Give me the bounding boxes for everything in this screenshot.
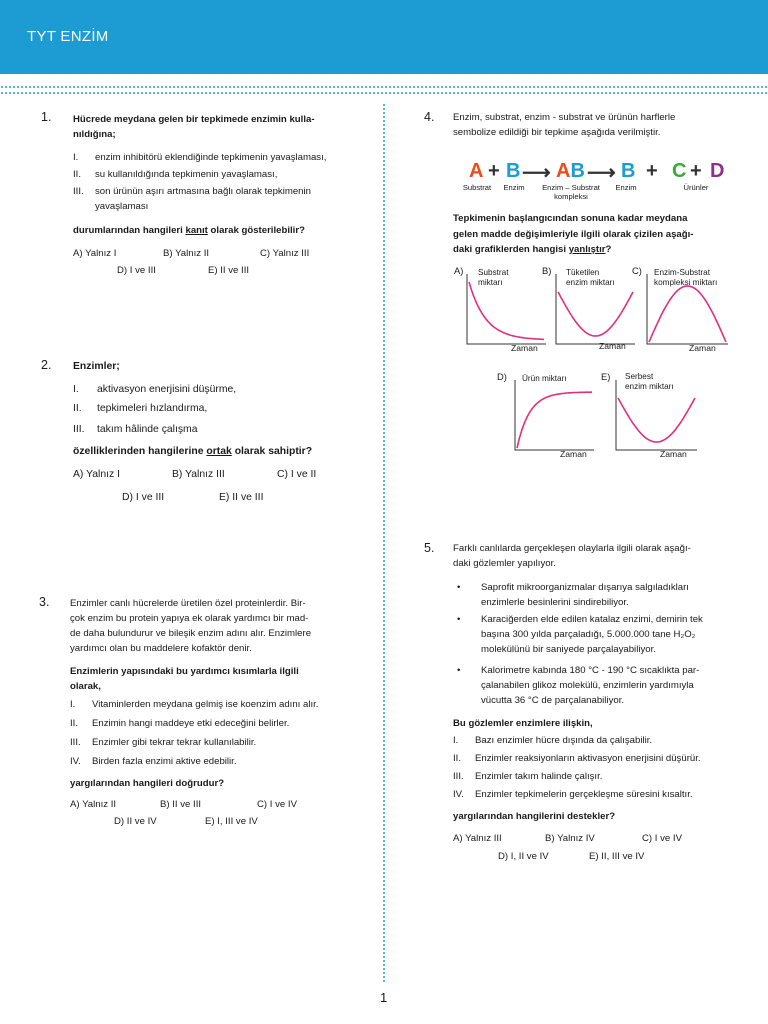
q3-option-a[interactable]: A) Yalnız II	[70, 799, 117, 810]
graph-e[interactable]	[601, 370, 701, 464]
q5-bullet-1: • Saprofit mikroorganizmalar dışarıya salgıladıkları enzimlerle besinlerini sindirebiliyor.	[457, 582, 689, 608]
q5-option-c[interactable]: C) I ve IV	[642, 833, 682, 844]
header-divider-dots-2	[0, 92, 768, 94]
q1-item-1: I. enzim inhibitörü eklendiğinde tepkimenin yavaşlaması,	[73, 152, 327, 163]
q1-option-d[interactable]: D) I ve III	[117, 265, 156, 276]
eq-label-complex: Enzim – Substrat kompleksi	[542, 183, 600, 201]
q2-option-c[interactable]: C) I ve II	[277, 469, 317, 480]
graph-c-plot	[646, 272, 730, 346]
q5-item-1: I. Bazı enzimler hücre dışında da çalışabilir.	[453, 735, 653, 746]
q1-option-a[interactable]: A) Yalnız I	[73, 248, 117, 259]
graph-e-letter: E)	[601, 371, 611, 382]
graph-a-letter: A)	[454, 265, 464, 276]
q3-number: 3.	[39, 595, 50, 609]
eq-label-enzim-2: Enzim	[615, 183, 637, 192]
eq-label-urunler: Ürünler	[683, 183, 709, 192]
q3-intro-1: Enzimler canlı hücrelerde üretilen özel proteinlerdir. Bir-	[70, 598, 306, 609]
graph-curve-dip	[558, 292, 633, 336]
q1-options-row-2	[73, 263, 373, 278]
graph-curve-hump	[649, 286, 726, 342]
graph-c-caption: Enzim-Substrat kompleksi miktarı	[654, 268, 718, 287]
q3-intro-4: yardımcı olan bu maddelere kofaktör denir.	[70, 643, 252, 654]
q4-intro-2: sembolize edildiği bir tepkime aşağıda verilmiştir.	[453, 127, 661, 138]
graph-c[interactable]	[632, 264, 738, 356]
q5-bullet-2: • Karaciğerden elde edilen katalaz enzimi, demirin tek başına 300 yılda parçaladığı, 5.000.000 tane H₂O₂ molekülünü bir saniyede parçalayabiliyor.	[457, 614, 703, 655]
graph-a-plot	[466, 272, 548, 346]
q3-option-c[interactable]: C) I ve IV	[257, 799, 297, 810]
q5-intro-1: Farklı canlılarda gerçekleşen olaylarla ilgili olarak aşağı-	[453, 543, 691, 554]
q1-item-3-cont: yavaşlaması	[95, 201, 149, 212]
q5-option-b[interactable]: B) Yalnız IV	[545, 833, 595, 844]
q4-number: 4.	[424, 110, 435, 124]
q5-number: 5.	[424, 541, 435, 555]
eq-arrow-2: ⟶	[587, 162, 616, 184]
q2-stem: Enzimler;	[73, 361, 120, 372]
q3-options-row-1	[70, 797, 370, 812]
q5-item-4: IV. Enzimler tepkimelerin gerçekleşme süresini kısaltır.	[453, 789, 693, 800]
q3-stem-2: olarak,	[70, 681, 101, 692]
column-divider	[383, 103, 385, 983]
graph-d-xlabel: Zaman	[560, 449, 587, 459]
q3-stem-1: Enzimlerin yapısındaki bu yardımcı kısımlarla ilgili	[70, 666, 299, 677]
q2-number: 2.	[41, 358, 52, 372]
eq-plus-2: +	[646, 160, 658, 182]
graph-e-caption: Serbest enzim miktarı	[625, 372, 674, 391]
eq-label-substrat: Substrat	[462, 183, 492, 192]
q1-stem-1: Hücrede meydana gelen bir tepkimede enzimin kulla-	[73, 114, 315, 125]
graph-d-caption: Ürün miktarı	[522, 374, 567, 383]
q2-option-a[interactable]: A) Yalnız I	[73, 469, 120, 480]
graph-e-xlabel: Zaman	[660, 449, 687, 459]
eq-d: D	[710, 160, 725, 182]
q5-question: yargılarından hangilerini destekler?	[453, 811, 616, 822]
graph-e-plot	[615, 378, 699, 452]
eq-b: B	[506, 160, 521, 182]
q5-options-row-1	[453, 831, 738, 846]
graph-b-plot	[555, 272, 637, 346]
q2-item-1: I. aktivasyon enerjisini düşürme,	[73, 384, 237, 395]
eq-plus-3: +	[690, 160, 702, 182]
q2-options-row-2	[73, 490, 373, 506]
q3-intro-3: de daha bulundurur ve bileşik enzim adını alır. Enzimlere	[70, 628, 312, 639]
q4-stem-1: Tepkimenin başlangıcından sonuna kadar meydana	[453, 213, 688, 224]
q3-option-d[interactable]: D) II ve IV	[114, 816, 157, 827]
question-1	[73, 112, 373, 278]
graph-b-caption: Tüketilen enzim miktarı	[566, 268, 615, 287]
q2-item-2: II. tepkimeleri hızlandırma,	[73, 403, 208, 414]
graph-d-letter: D)	[497, 371, 507, 382]
q5-intro-2: daki gözlemler yapılıyor.	[453, 558, 556, 569]
q5-item-2: II. Enzimler reaksiyonların aktivasyon enerjisini düşürür.	[453, 753, 701, 764]
eq-ab-b: B	[570, 160, 585, 182]
q2-option-d[interactable]: D) I ve III	[122, 492, 165, 503]
graph-axes	[647, 274, 728, 344]
eq-label-enzim: Enzim	[503, 183, 525, 192]
graph-b[interactable]	[542, 264, 638, 356]
q3-item-2: II. Enzimin hangi maddeye etki edeceğini belirler.	[70, 718, 290, 729]
q1-stem-2: nıldığına;	[73, 129, 116, 140]
eq-arrow-1: ⟶	[522, 162, 551, 184]
header-title: TYT ENZİM	[27, 28, 109, 45]
q5-option-d[interactable]: D) I, II ve IV	[498, 851, 549, 862]
q2-item-3: III. takım hâlinde çalışma	[73, 424, 198, 435]
q5-options-row-2	[453, 849, 738, 864]
eq-plus-1: +	[488, 160, 500, 182]
graph-b-letter: B)	[542, 265, 552, 276]
q2-question: özelliklerinden hangilerine ortak olarak sahiptir?	[73, 446, 313, 457]
eq-ab-a: A	[556, 160, 571, 182]
q3-question: yargılarından hangileri doğrudur?	[70, 778, 225, 789]
question-5	[453, 541, 738, 864]
graph-c-letter: C)	[632, 265, 642, 276]
reaction-equation	[461, 160, 761, 202]
question-3	[70, 596, 370, 829]
graph-a[interactable]	[454, 264, 552, 356]
q2-option-e[interactable]: E) II ve III	[219, 492, 264, 503]
q4-intro	[453, 110, 735, 140]
graph-a-caption: Substrat miktarı	[478, 268, 509, 287]
q1-option-b[interactable]: B) Yalnız II	[163, 248, 210, 259]
q5-bullet-3: • Kalorimetre kabında 180 °C - 190 °C sıcaklıkta par- çalanabilen glikoz molekülü, enzimlerin yardımıyla vücutta 36 °C de parçalanabiliyor.	[457, 665, 700, 706]
eq-b2: B	[621, 160, 636, 182]
eq-ab	[556, 160, 585, 183]
graph-b-xlabel: Zaman	[599, 341, 626, 351]
q4-stem-3: daki grafiklerden hangisi yanlıştır?	[453, 244, 612, 255]
q5-stem: Bu gözlemler enzimlere ilişkin,	[453, 718, 593, 729]
header-divider-dots	[0, 86, 768, 88]
graph-curve-saturate	[517, 392, 592, 448]
graph-curve-dip	[618, 398, 695, 442]
graph-d[interactable]	[497, 370, 597, 464]
graph-curve-decay	[469, 282, 544, 339]
q3-item-3: III. Enzimler gibi tekrar tekrar kullanılabilir.	[70, 737, 257, 748]
q5-option-e[interactable]: E) II, III ve IV	[589, 851, 645, 862]
q3-item-4: IV. Birden fazla enzimi aktive edebilir.	[70, 756, 237, 767]
q1-number: 1.	[41, 110, 52, 124]
q3-option-e[interactable]: E) I, III ve IV	[205, 816, 258, 827]
q2-options-row-1	[73, 467, 373, 483]
q4-stem-2: gelen madde değişimleriyle ilgili olarak çizilen aşağı-	[453, 228, 694, 240]
eq-a: A	[469, 160, 484, 182]
page-number: 1	[380, 990, 388, 1005]
q1-option-e[interactable]: E) II ve III	[208, 265, 250, 276]
q1-option-c[interactable]: C) Yalnız III	[260, 248, 310, 259]
q5-option-a[interactable]: A) Yalnız III	[453, 833, 502, 844]
q4-stem	[453, 211, 735, 258]
q3-intro-2: çok enzim bu protein yapıya ek olarak yardımcı bir mad-	[70, 613, 309, 624]
q1-question: durumlarından hangileri kanıt olarak gösterilebilir?	[73, 225, 305, 236]
question-2	[73, 359, 373, 506]
q4-intro-1: Enzim, substrat, enzim - substrat ve ürünün harflerle	[453, 112, 676, 123]
q1-item-3: III. son ürünün aşırı artmasına bağlı olarak tepkimenin	[73, 186, 311, 197]
q3-option-b[interactable]: B) II ve III	[160, 799, 202, 810]
graph-axes	[515, 380, 594, 450]
page-header	[0, 0, 768, 74]
q1-item-2: II. su kullanıldığında tepkimenin yavaşlaması,	[73, 169, 278, 180]
graph-a-xlabel: Zaman	[511, 343, 538, 353]
q3-item-1: I. Vitaminlerden meydana gelmiş ise koenzim adını alır.	[70, 699, 319, 710]
q5-item-3: III. Enzimler takım halinde çalışır.	[453, 771, 603, 782]
q2-option-b[interactable]: B) Yalnız III	[172, 469, 225, 480]
eq-c: C	[672, 160, 687, 182]
graph-c-xlabel: Zaman	[689, 343, 716, 353]
q3-options-row-2	[70, 814, 370, 829]
q1-options-row-1	[73, 246, 373, 261]
graph-d-plot	[514, 378, 596, 452]
